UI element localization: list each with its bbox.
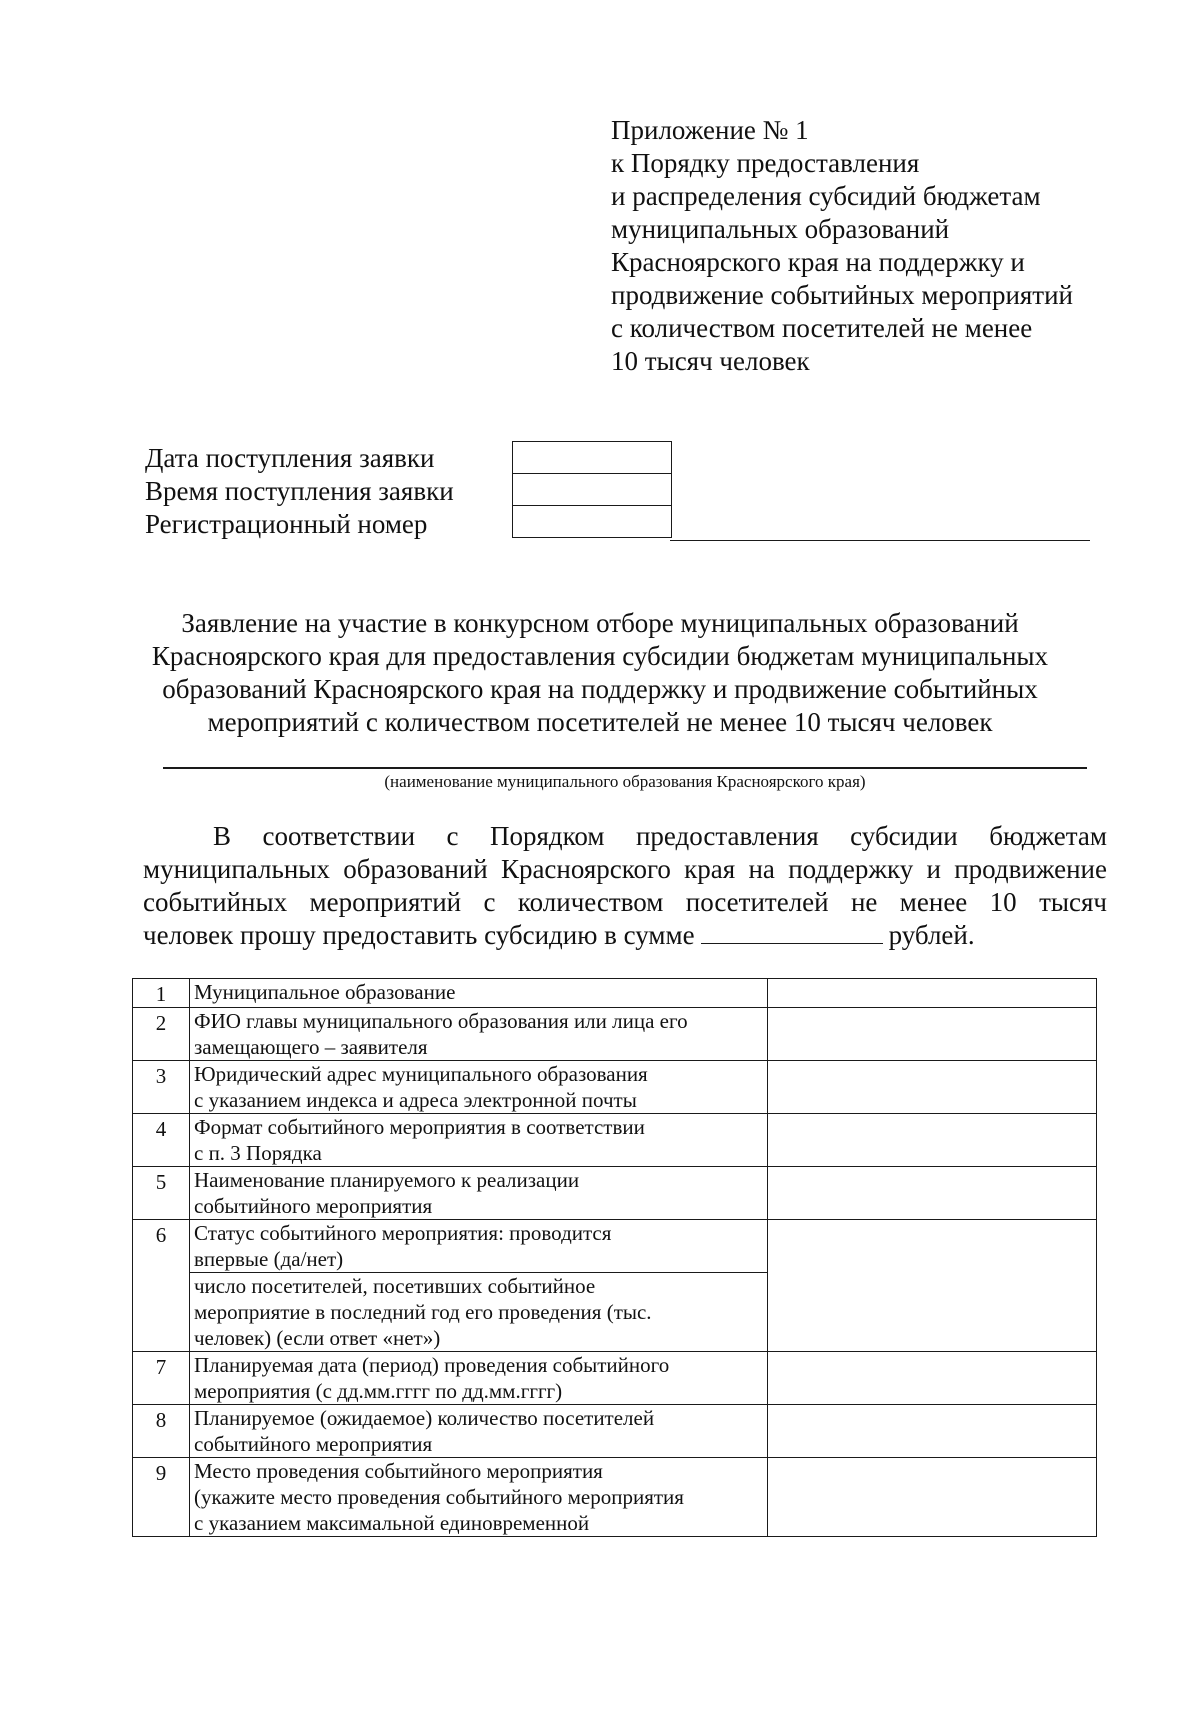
row-value-field[interactable] [768,1114,1097,1167]
application-table [132,978,1097,1537]
row-label-line: Планируемое (ожидаемое) количество посетителей [194,1406,655,1430]
appendix-line: Красноярского края на поддержку и [611,247,1025,277]
table-row [133,1167,1097,1220]
title-line: Красноярского края для предоставления субсидии бюджетам муниципальных [151,641,1049,671]
registration-labels [145,442,454,541]
row-label-line: впервые (да/нет) [194,1247,344,1271]
appendix-header [611,114,1131,378]
paragraph-line: событийных мероприятий с количеством посетителей не менее 10 тысяч [143,887,1107,917]
row-label [190,1220,768,1273]
table-row [133,979,1097,1008]
row-label-line: Юридический адрес муниципального образования [194,1062,648,1086]
appendix-line: Приложение № 1 [611,115,809,145]
row-label [190,1352,768,1405]
row-number: 9 [133,1458,190,1537]
row-number: 8 [133,1405,190,1458]
table-row [133,1061,1097,1114]
row-number: 1 [133,979,190,1008]
row-value-field[interactable] [768,1061,1097,1114]
row-number: 5 [133,1167,190,1220]
receipt-time-label: Время поступления заявки [145,476,454,506]
table-row [133,1008,1097,1061]
amount-suffix: рублей. [888,920,975,950]
row-label-line: Наименование планируемого к реализации [194,1168,580,1192]
request-paragraph [143,820,1107,952]
row-value-field[interactable] [768,1220,1097,1352]
row-value-field[interactable] [768,1458,1097,1537]
table-row [133,1458,1097,1537]
row-label-line: событийного мероприятия [194,1432,433,1456]
row-number: 7 [133,1352,190,1405]
paragraph-line: муниципальных образований Красноярского края на поддержку и продвижение [143,854,1107,884]
row-label-line: мероприятие в последний год его проведения (тыс. [194,1300,652,1324]
row-value-field[interactable] [768,1167,1097,1220]
title-line: образований Красноярского края на поддержку и продвижение событийных [162,674,1038,704]
table-row [133,1114,1097,1167]
row-label [190,979,768,1008]
row-label [190,1405,768,1458]
row-label [190,1167,768,1220]
appendix-line: муниципальных образований [611,214,950,244]
municipality-name-field[interactable] [163,767,1087,769]
row-label-line: событийного мероприятия [194,1194,433,1218]
row-value-field[interactable] [768,1008,1097,1061]
row-label [190,1273,768,1352]
row-value-field[interactable] [768,1405,1097,1458]
receipt-date-label: Дата поступления заявки [145,443,435,473]
row-number: 3 [133,1061,190,1114]
row-label-line: с указанием максимальной единовременной [194,1511,590,1535]
row-label-line: с указанием индекса и адреса электронной почты [194,1088,637,1112]
registration-boxes [512,441,672,538]
row-label-line: с п. 3 Порядка [194,1141,322,1165]
row-label [190,1008,768,1061]
paragraph-line-last [143,919,1107,952]
row-label-line: Планируемая дата (период) проведения событийного [194,1353,670,1377]
paragraph-line: В соответствии с Порядком предоставления субсидии бюджетам [213,821,1107,851]
application-title [120,607,1080,739]
row-value-field[interactable] [768,979,1097,1008]
municipality-name-caption: (наименование муниципального образования Красноярского края) [384,772,866,791]
receipt-date-field[interactable] [513,442,671,474]
row-number: 4 [133,1114,190,1167]
row-label [190,1114,768,1167]
row-label-line: Место проведения событийного мероприятия [194,1459,603,1483]
appendix-line: с количеством посетителей не менее [611,313,1033,343]
receipt-time-field[interactable] [513,474,671,506]
row-number: 2 [133,1008,190,1061]
table-row [133,1405,1097,1458]
row-label-line: Формат событийного мероприятия в соответствии [194,1115,645,1139]
row-value-field[interactable] [768,1352,1097,1405]
table-row [133,1220,1097,1273]
row-number: 6 [133,1220,190,1352]
row-label [190,1061,768,1114]
row-label-line: мероприятия (с дд.мм.гггг по дд.мм.гггг) [194,1379,563,1403]
row-label-line: ФИО главы муниципального образования или лица его [194,1009,688,1033]
registration-underline [670,540,1090,541]
amount-prefix: человек прошу предоставить субсидию в сумме [143,920,695,950]
table-row [133,1352,1097,1405]
row-label-line: (укажите место проведения событийного мероприятия [194,1485,684,1509]
appendix-line: к Порядку предоставления [611,148,920,178]
registration-number-field[interactable] [513,506,671,537]
registration-number-label: Регистрационный номер [145,509,428,539]
row-label [190,1458,768,1537]
title-line: Заявление на участие в конкурсном отборе муниципальных образований [181,608,1019,638]
row-label-line: число посетителей, посетивших событийное [194,1274,596,1298]
appendix-line: 10 тысяч человек [611,346,810,376]
title-line: мероприятий с количеством посетителей не менее 10 тысяч человек [207,707,993,737]
appendix-line: и распределения субсидий бюджетам [611,181,1041,211]
appendix-line: продвижение событийных мероприятий [611,280,1074,310]
row-label-line: замещающего – заявителя [194,1035,428,1059]
subsidy-amount-field[interactable] [701,921,883,944]
row-label-line: Муниципальное образование [194,980,456,1004]
row-label-line: Статус событийного мероприятия: проводится [194,1221,612,1245]
row-label-line: человек) (если ответ «нет») [194,1326,441,1350]
